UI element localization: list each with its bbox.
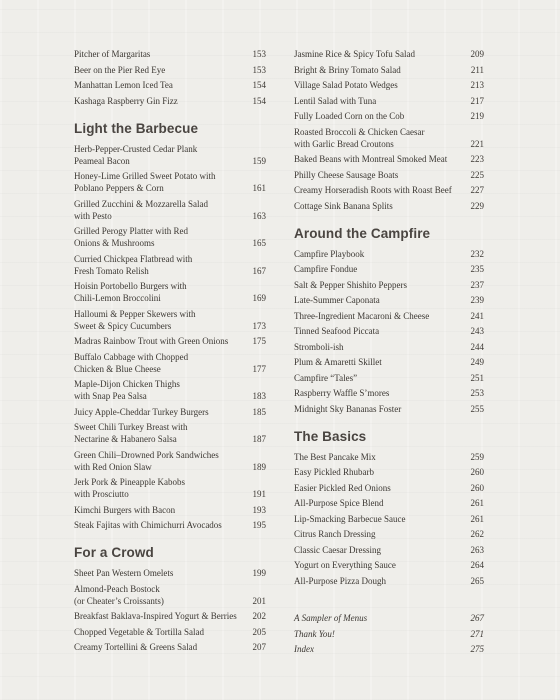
toc-entry-page: 191: [252, 489, 266, 499]
toc-entry-page: 161: [252, 183, 266, 193]
toc-entry-title: Campfire “Tales”: [294, 372, 358, 383]
toc-entry[interactable]: [294, 169, 484, 181]
toc-entry-title: Baked Beans with Montreal Smoked Meat: [294, 154, 448, 164]
toc-entry-page: 163: [252, 210, 266, 221]
toc-entry-page: 263: [470, 544, 484, 555]
toc-entry[interactable]: [74, 476, 266, 500]
toc-entry-page: 237: [470, 279, 484, 290]
toc-entry-title: Sheet Pan Western Omelets: [74, 568, 174, 578]
toc-entry[interactable]: [294, 628, 484, 640]
toc-entry[interactable]: [74, 583, 266, 607]
toc-entry[interactable]: [74, 351, 266, 375]
toc-entry[interactable]: [74, 567, 266, 579]
toc-entry[interactable]: [74, 280, 266, 304]
toc-entry[interactable]: [294, 356, 484, 368]
toc-entry-page: 209: [470, 49, 484, 59]
toc-entry-title: All-Purpose Spice Blend: [294, 498, 384, 508]
toc-entry-group: [294, 248, 484, 415]
toc-entry-title: Beer on the Pier Red Eye: [74, 64, 166, 75]
toc-entry-title: Plum & Amaretti Skillet: [294, 357, 382, 367]
toc-entry-page: 265: [470, 575, 484, 586]
toc-entry[interactable]: [74, 378, 266, 402]
toc-entry-title: Campfire Fondue: [294, 264, 358, 274]
toc-entry-page: 175: [252, 336, 266, 346]
toc-entry[interactable]: [74, 421, 266, 445]
toc-entry[interactable]: [294, 110, 484, 122]
toc-entry[interactable]: [294, 612, 484, 624]
toc-entry[interactable]: [74, 519, 266, 531]
toc-entry-page: 201: [252, 595, 266, 606]
toc-entry[interactable]: [294, 95, 484, 107]
toc-entry[interactable]: [74, 48, 266, 60]
toc-entry-title: Creamy Horseradish Roots with Roast Beef: [294, 185, 452, 195]
toc-entry[interactable]: [74, 504, 266, 516]
toc-entry-page: 261: [470, 513, 484, 524]
toc-entry-page: 211: [470, 64, 484, 75]
toc-entry-page: 244: [470, 341, 484, 352]
toc-entry-title: Raspberry Waffle S’mores: [294, 388, 390, 398]
toc-entry-page: 262: [470, 529, 484, 539]
section-heading: Around the Campfire: [294, 225, 431, 241]
toc-entry-page: 185: [252, 406, 266, 417]
toc-entry-page: 239: [470, 295, 484, 305]
toc-entry-title: Midnight Sky Bananas Foster: [294, 403, 402, 414]
toc-entry-title: Jerk Pork & Pineapple Kabobs with Prosciutto: [74, 477, 185, 499]
toc-entry[interactable]: [294, 544, 484, 556]
toc-entry[interactable]: [294, 294, 484, 306]
toc-entry-title: Steak Fajitas with Chimichurri Avocados: [74, 520, 222, 530]
toc-entry[interactable]: [74, 79, 266, 91]
toc-entry-title: Breakfast Baklava-Inspired Yogurt & Berries: [74, 611, 237, 621]
toc-entry[interactable]: [294, 451, 484, 463]
toc-entry-page: 173: [252, 320, 266, 331]
toc-entry-page: 159: [252, 155, 266, 166]
toc-entry-title: Index: [294, 644, 314, 654]
toc-entry-title: Kimchi Burgers with Bacon: [74, 504, 176, 515]
toc-entry-title: Thank You!: [294, 628, 335, 639]
toc-entry-group: [74, 48, 266, 107]
toc-entry-title: Chopped Vegetable & Tortilla Salad: [74, 626, 205, 637]
toc-entry-page: 177: [252, 363, 266, 374]
toc-entry-title: Sweet Chili Turkey Breast with Nectarine & Habanero Salsa: [74, 422, 188, 444]
toc-entry[interactable]: [294, 279, 484, 291]
toc-entry-title: Hoisin Portobello Burgers with Chili-Lemon Broccolini: [74, 281, 187, 303]
toc-entry-page: 165: [252, 238, 266, 248]
toc-entry[interactable]: [294, 263, 484, 275]
toc-entry-title: Three-Ingredient Macaroni & Cheese: [294, 310, 430, 321]
toc-entry-title: Bright & Briny Tomato Salad: [294, 64, 401, 75]
toc-entry[interactable]: [294, 387, 484, 399]
toc-entry-title: Roasted Broccoli & Chicken Caesar with Garlic Bread Croutons: [294, 126, 425, 149]
toc-entry-title: Easier Pickled Red Onions: [294, 482, 391, 493]
section-heading: The Basics: [294, 428, 367, 444]
toc-entry-title: Curried Chickpea Flatbread with Fresh Tomato Relish: [74, 253, 193, 276]
toc-entry[interactable]: [294, 325, 484, 337]
toc-entry-title: Yogurt on Everything Sauce: [294, 560, 396, 570]
toc-entry-title: Campfire Playbook: [294, 248, 365, 259]
toc-entry[interactable]: [294, 200, 484, 212]
toc-entry-page: 219: [470, 111, 484, 121]
toc-entry-title: Village Salad Potato Wedges: [294, 80, 398, 90]
toc-entry-title: Buffalo Cabbage with Chopped Chicken & Blue Cheese: [74, 351, 189, 374]
toc-entry-group: [74, 143, 266, 532]
toc-entry[interactable]: [294, 513, 484, 525]
toc-entry-page: 202: [252, 611, 266, 621]
toc-entry-title: Halloumi & Pepper Skewers with Sweet & Spicy Cucumbers: [74, 308, 196, 331]
toc-entry-title: Madras Rainbow Trout with Green Onions: [74, 336, 229, 346]
toc-entry-title: A Sampler of Menus: [294, 613, 368, 623]
toc-entry-page: 260: [470, 482, 484, 493]
toc-entry-title: Kashaga Raspberry Gin Fizz: [74, 95, 178, 106]
toc-entry-page: 225: [470, 169, 484, 180]
toc-entry[interactable]: [74, 641, 266, 653]
toc-entry-title: Stromboli-ish: [294, 341, 344, 352]
toc-entry-title: All-Purpose Pizza Dough: [294, 575, 386, 586]
toc-entry[interactable]: [74, 449, 266, 473]
toc-entry-page: 213: [470, 80, 484, 90]
toc-entry[interactable]: [294, 372, 484, 384]
toc-column-left: [74, 48, 266, 657]
toc-entry-title: Classic Caesar Dressing: [294, 544, 381, 555]
toc-entry-page: 207: [252, 642, 266, 652]
spacer: [294, 590, 484, 612]
toc-entry-title: Easy Pickled Rhubarb: [294, 467, 374, 477]
toc-entry-page: 264: [470, 560, 484, 570]
toc-entry[interactable]: [294, 643, 484, 655]
section-heading: For a Crowd: [74, 545, 154, 560]
toc-entry-page: 217: [470, 95, 484, 106]
toc-entry-group: [294, 48, 484, 212]
toc-entry-page: 223: [470, 154, 484, 164]
toc-entry[interactable]: [294, 482, 484, 494]
toc-entry-page: 167: [252, 265, 266, 276]
toc-entry[interactable]: [294, 310, 484, 322]
toc-entry-title: Pitcher of Margaritas: [74, 49, 151, 59]
toc-entry-title: Fully Loaded Corn on the Cob: [294, 111, 405, 121]
toc-entry[interactable]: [74, 198, 266, 222]
toc-entry-page: 235: [470, 264, 484, 274]
toc-entry-page: 243: [470, 326, 484, 336]
section-heading: Light the Barbecue: [74, 120, 199, 136]
toc-entry-page: 241: [470, 310, 484, 321]
toc-entry-page: 267: [470, 613, 484, 623]
toc-entry-page: 169: [252, 293, 266, 303]
toc-entry-title: Citrus Ranch Dressing: [294, 529, 376, 539]
toc-entry[interactable]: [74, 335, 266, 347]
toc-entry-page: 249: [470, 357, 484, 367]
toc-entry[interactable]: [294, 248, 484, 260]
toc-entry[interactable]: [294, 403, 484, 415]
toc-entry-group: [294, 612, 484, 655]
toc-entry-page: 153: [252, 49, 266, 59]
toc-entry-title: Manhattan Lemon Iced Tea: [74, 80, 173, 90]
toc-entry-page: 251: [470, 372, 484, 383]
toc-entry-title: Lentil Salad with Tuna: [294, 95, 377, 106]
toc-entry-title: Grilled Perogy Platter with Red Onions & Mushrooms: [74, 226, 188, 248]
toc-entry[interactable]: [294, 466, 484, 478]
toc-entry-page: 199: [252, 568, 266, 578]
toc-entry[interactable]: [294, 48, 484, 60]
toc-entry[interactable]: [294, 153, 484, 165]
toc-entry-title: Late-Summer Caponata: [294, 295, 380, 305]
toc-entry-title: Cottage Sink Banana Splits: [294, 200, 393, 211]
toc-entry-page: 261: [470, 498, 484, 508]
toc-entry-title: Maple-Dijon Chicken Thighs with Snap Pea Salsa: [74, 379, 180, 401]
toc-entry[interactable]: [74, 64, 266, 76]
toc-entry-page: 193: [252, 504, 266, 515]
toc-entry-page: 187: [252, 434, 266, 444]
toc-entry-page: 229: [470, 200, 484, 211]
toc-entry-page: 253: [470, 388, 484, 398]
toc-entry[interactable]: [294, 497, 484, 509]
toc-entry[interactable]: [294, 184, 484, 196]
toc-entry-page: 232: [470, 248, 484, 259]
toc-entry-title: Herb-Pepper-Crusted Cedar Plank Peameal Bacon: [74, 143, 198, 166]
toc-entry-page: 221: [470, 138, 484, 149]
toc-entry-title: Green Chili–Drowned Pork Sandwiches with Red Onion Slaw: [74, 449, 219, 472]
toc-entry-title: Lip-Smacking Barbecue Sauce: [294, 513, 406, 524]
toc-entry[interactable]: [294, 575, 484, 587]
toc-entry-title: Jasmine Rice & Spicy Tofu Salad: [294, 49, 415, 59]
toc-entry-page: 195: [252, 520, 266, 530]
toc-entry-title: Juicy Apple-Cheddar Turkey Burgers: [74, 406, 209, 417]
toc-entry-page: 275: [470, 644, 484, 654]
toc-entry-group: [74, 567, 266, 653]
toc-entry[interactable]: [294, 79, 484, 91]
toc-entry[interactable]: [74, 225, 266, 249]
toc-entry-title: Tinned Seafood Piccata: [294, 326, 380, 336]
toc-entry-group: [294, 451, 484, 587]
toc-entry[interactable]: [294, 528, 484, 540]
toc-entry[interactable]: [294, 341, 484, 353]
toc-entry[interactable]: [74, 626, 266, 638]
toc-entry[interactable]: [74, 308, 266, 332]
toc-entry-page: 271: [470, 628, 484, 639]
toc-entry-title: Philly Cheese Sausage Boats: [294, 169, 399, 180]
toc-entry-page: 154: [252, 80, 266, 90]
toc-entry[interactable]: [294, 126, 484, 150]
toc-entry-title: Grilled Zucchini & Mozzarella Salad with Pesto: [74, 198, 208, 221]
toc-entry-page: 153: [252, 64, 266, 75]
toc-entry-title: Honey-Lime Grilled Sweet Potato with Poblano Peppers & Corn: [74, 171, 216, 193]
toc-entry-page: 227: [470, 185, 484, 195]
toc-entry[interactable]: [74, 406, 266, 418]
toc-entry-page: 183: [252, 391, 266, 401]
toc-entry-page: 255: [470, 403, 484, 414]
toc-entry-page: 154: [252, 95, 266, 106]
toc-entry[interactable]: [74, 95, 266, 107]
toc-entry-title: Almond-Peach Bostock (or Cheater’s Croissants): [74, 583, 164, 606]
toc-entry[interactable]: [74, 143, 266, 167]
toc-entry-title: The Best Pancake Mix: [294, 451, 376, 462]
toc-entry[interactable]: [294, 64, 484, 76]
toc-entry[interactable]: [74, 253, 266, 277]
toc-entry[interactable]: [74, 170, 266, 194]
toc-entry-page: 189: [252, 461, 266, 472]
toc-entry-page: 259: [470, 451, 484, 462]
toc-entry-page: 260: [470, 467, 484, 477]
toc-column-right: [294, 48, 484, 659]
toc-entry-title: Creamy Tortellini & Greens Salad: [74, 642, 198, 652]
toc-entry[interactable]: [294, 559, 484, 571]
toc-entry-page: 205: [252, 626, 266, 637]
toc-entry-title: Salt & Pepper Shishito Peppers: [294, 279, 407, 290]
toc-entry[interactable]: [74, 610, 266, 622]
